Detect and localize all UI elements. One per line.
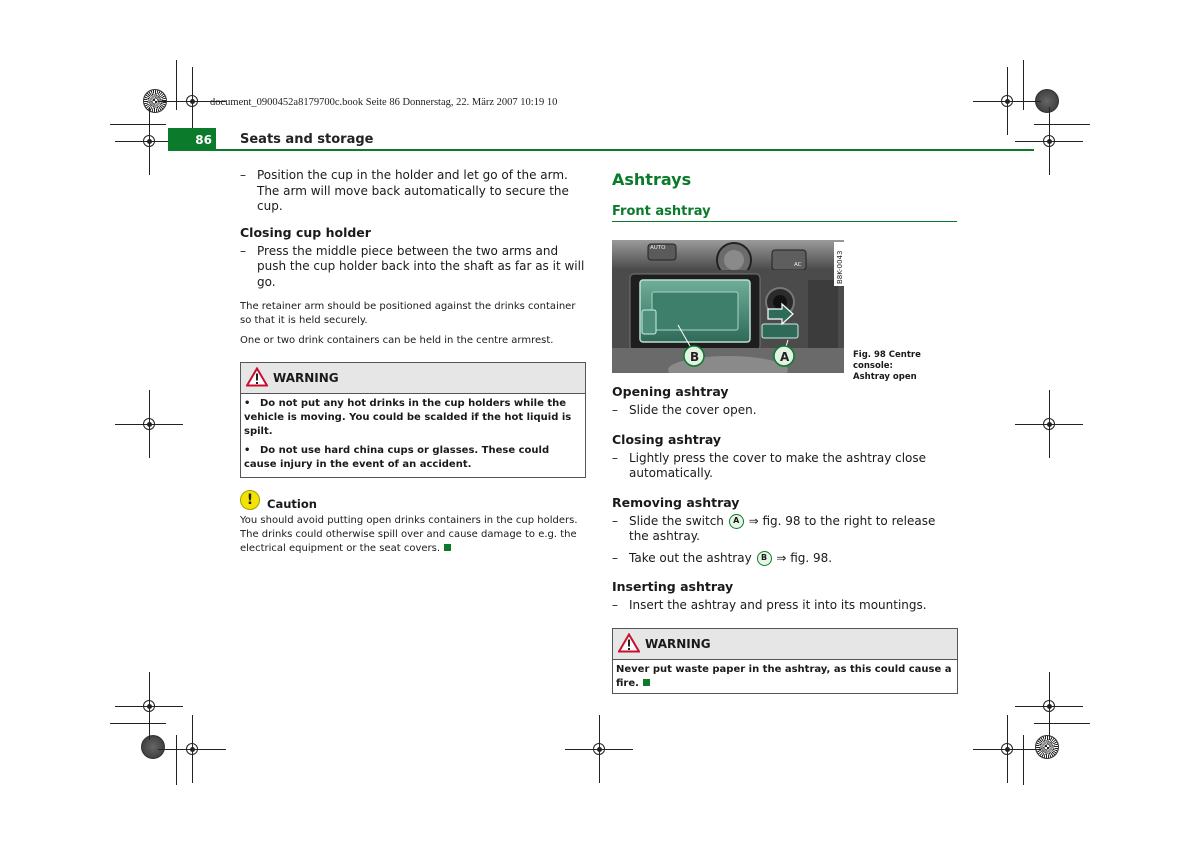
centre-console-photo [612,240,844,373]
callout-a-icon: A [729,514,744,529]
warning-body [241,394,585,477]
warning-triangle-icon [246,367,268,387]
warning-item [244,397,582,439]
registration-rosette-bottom-left [141,735,165,759]
figure-label-auto: AUTO [650,245,666,251]
figure-callout-a: A [780,350,790,364]
step-text: Lightly press the cover to make the ashtray close automatically. [629,450,927,480]
figure-caption-line: Ashtray open [853,372,917,382]
subheading-opening-ashtray: Opening ashtray [612,384,729,399]
caution-label: Caution [267,497,317,511]
dash-marker: – [612,450,618,465]
warning-header [613,629,957,660]
instruction-step [612,551,957,567]
caution-exclamation-icon: ! [240,490,260,510]
caution-text-wrap [240,514,585,556]
crop-line [1034,723,1090,724]
callout-b-icon: B [757,551,772,566]
dash-marker: – [612,598,618,612]
warning-body [613,660,957,693]
crop-line [110,723,166,724]
step-text: Take out the ashtray [629,550,752,565]
step-text: Press the middle piece between the two arms and push the cup holder back into the shaft as far as it will go. [257,243,585,289]
instruction-step [240,244,585,291]
subheading-inserting-ashtray: Inserting ashtray [612,579,734,594]
figure-label-ac: AC [794,262,802,268]
crop-line [110,124,166,125]
bullet-marker: • [244,445,251,456]
section-title: Seats and storage [240,132,374,147]
dash-marker: – [612,550,618,565]
warning-header [241,363,585,394]
header-rule [168,149,1034,151]
warning-label: WARNING [645,636,711,651]
dash-marker: – [612,513,618,528]
crop-line [176,735,177,785]
instruction-step [612,451,957,482]
step-text: Insert the ashtray and press it into its mountings. [629,598,927,612]
figure-caption-line: Fig. 98 Centre console: [853,350,921,371]
instruction-step [612,403,957,419]
warning-item-text: Do not put any hot drinks in the cup holders while the vehicle is moving. You could be scalded if the hot liquid is spilt. [244,398,572,437]
instruction-step [612,598,957,614]
figure-block [612,240,957,380]
page-number: 86 [168,128,216,150]
centre-console-illustration [612,240,844,373]
instruction-step [612,514,957,545]
warning-label: WARNING [273,371,339,385]
registration-rosette-bottom-right [1035,735,1059,759]
step-text: ⇒ fig. 98 to the right to release the ashtray. [629,513,936,543]
warning-text: Never put waste paper in the ashtray, as this could cause a fire. [616,663,952,689]
step-text: Slide the switch [629,513,724,528]
subheading-removing-ashtray: Removing ashtray [612,494,740,510]
dash-marker: – [612,403,618,417]
heading-ashtrays: Ashtrays [612,170,692,189]
figure-caption [853,350,957,383]
warning-box [612,628,958,694]
crop-line [1034,124,1090,125]
crop-line [176,60,177,110]
figure-callout-b: B [690,350,700,364]
print-file-header: document_0900452a8179700c.book Seite 86 Donnerstag, 22. März 2007 10:19 10 [210,97,558,108]
end-of-section-icon [643,679,650,686]
warning-triangle-icon [618,633,640,653]
subheading-closing-cup-holder: Closing cup holder [240,224,371,240]
note-paragraph: One or two drink containers can be held in the centre armrest. [240,335,554,346]
dash-marker: – [240,243,246,258]
subheading-closing-ashtray: Closing ashtray [612,431,722,447]
warning-box [240,362,586,478]
figure-code: B8K-0043 [836,250,844,284]
dash-marker: – [240,168,246,182]
step-text: ⇒ fig. 98. [776,550,833,565]
instruction-step [240,168,585,215]
note-paragraph: The retainer arm should be positioned against the drinks container so that it is held securely. [240,301,576,326]
step-text: Position the cup in the holder and let go of the arm. The arm will move back automatically to secure the cup. [257,168,569,213]
left-column [240,168,585,556]
crop-line [1023,60,1024,110]
crop-line [1023,735,1024,785]
step-text: Slide the cover open. [629,403,757,417]
bullet-marker: • [244,398,251,409]
right-column [612,168,957,694]
caution-block [240,490,585,556]
caution-text: You should avoid putting open drinks containers in the cup holders. The drinks could otherwise spill over and cause damage to e.g. the electrical equipment or the seat covers. [240,515,578,554]
end-of-section-icon [444,544,451,551]
warning-item-text: Do not use hard china cups or glasses. These could cause injury in the event of an accident. [244,445,550,470]
warning-item [244,444,582,472]
heading-front-ashtray: Front ashtray [612,204,957,222]
